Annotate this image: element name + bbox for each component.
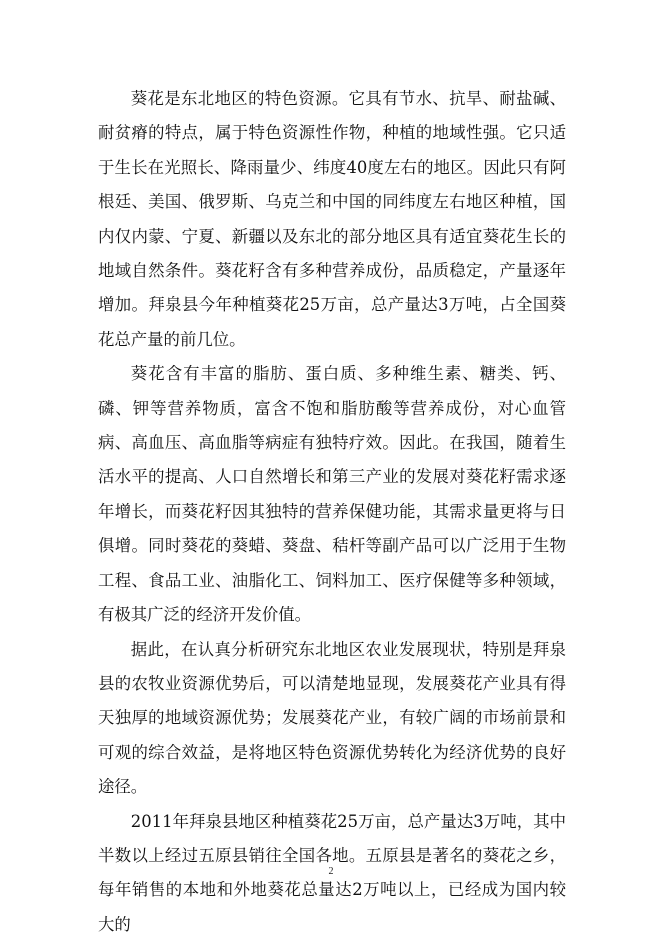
paragraph-2: 葵花含有丰富的脂肪、蛋白质、多种维生素、糖类、钙、磷、钾等营养物质，富含不饱和脂肪酸等营养成份，对心血管病、高血压、高血脂等病症有独特疗效。因此。在我国，随着生活水平的提高、人口自然增长和第三产业的发展对葵花籽需求逐年增长，而葵花籽因其独特的营养保健功能，其需求量更将与日俱增。同时葵花的葵蜡、葵盘、秸杆等副产品可以广泛用于生物工程、食品工业、油脂化工、饲料加工、医疗保健等多种领域，有极其广泛的经济开发价值。 xyxy=(98,364,566,625)
paragraph-3: 据此，在认真分析研究东北地区农业发展现状，特别是拜泉县的农牧业资源优势后，可以清楚地显现，发展葵花产业具有得天独厚的地域资源优势；发展葵花产业，有较广阔的市场前景和可观的综合效益，是将地区特色资源优势转化为经济优势的良好途径。 xyxy=(98,639,566,797)
page-number: 2 xyxy=(328,866,334,877)
body-text xyxy=(98,82,566,942)
paragraph-1: 葵花是东北地区的特色资源。它具有节水、抗旱、耐盐碱、耐贫瘠的特点，属于特色资源性作物，种植的地域性强。它只适于生长在光照长、降雨量少、纬度40度左右的地区。因此只有阿根廷、美国、俄罗斯、乌克兰和中国的同纬度左右地区种植，国内仅内蒙、宁夏、新疆以及东北的部分地区具有适宜葵花生长的地域自然条件。葵花籽含有多种营养成份，品质稳定，产量逐年增加。拜泉县今年种植葵花25万亩，总产量达3万吨，占全国葵花总产量的前几位。 xyxy=(98,89,566,349)
paragraph-4: 2011年拜泉县地区种植葵花25万亩，总产量达3万吨，其中半数以上经过五原县销往全国各地。五原县是著名的葵花之乡，每年销售的本地和外地葵花总量达2万吨以上，已经成为国内较大的 xyxy=(98,811,566,934)
